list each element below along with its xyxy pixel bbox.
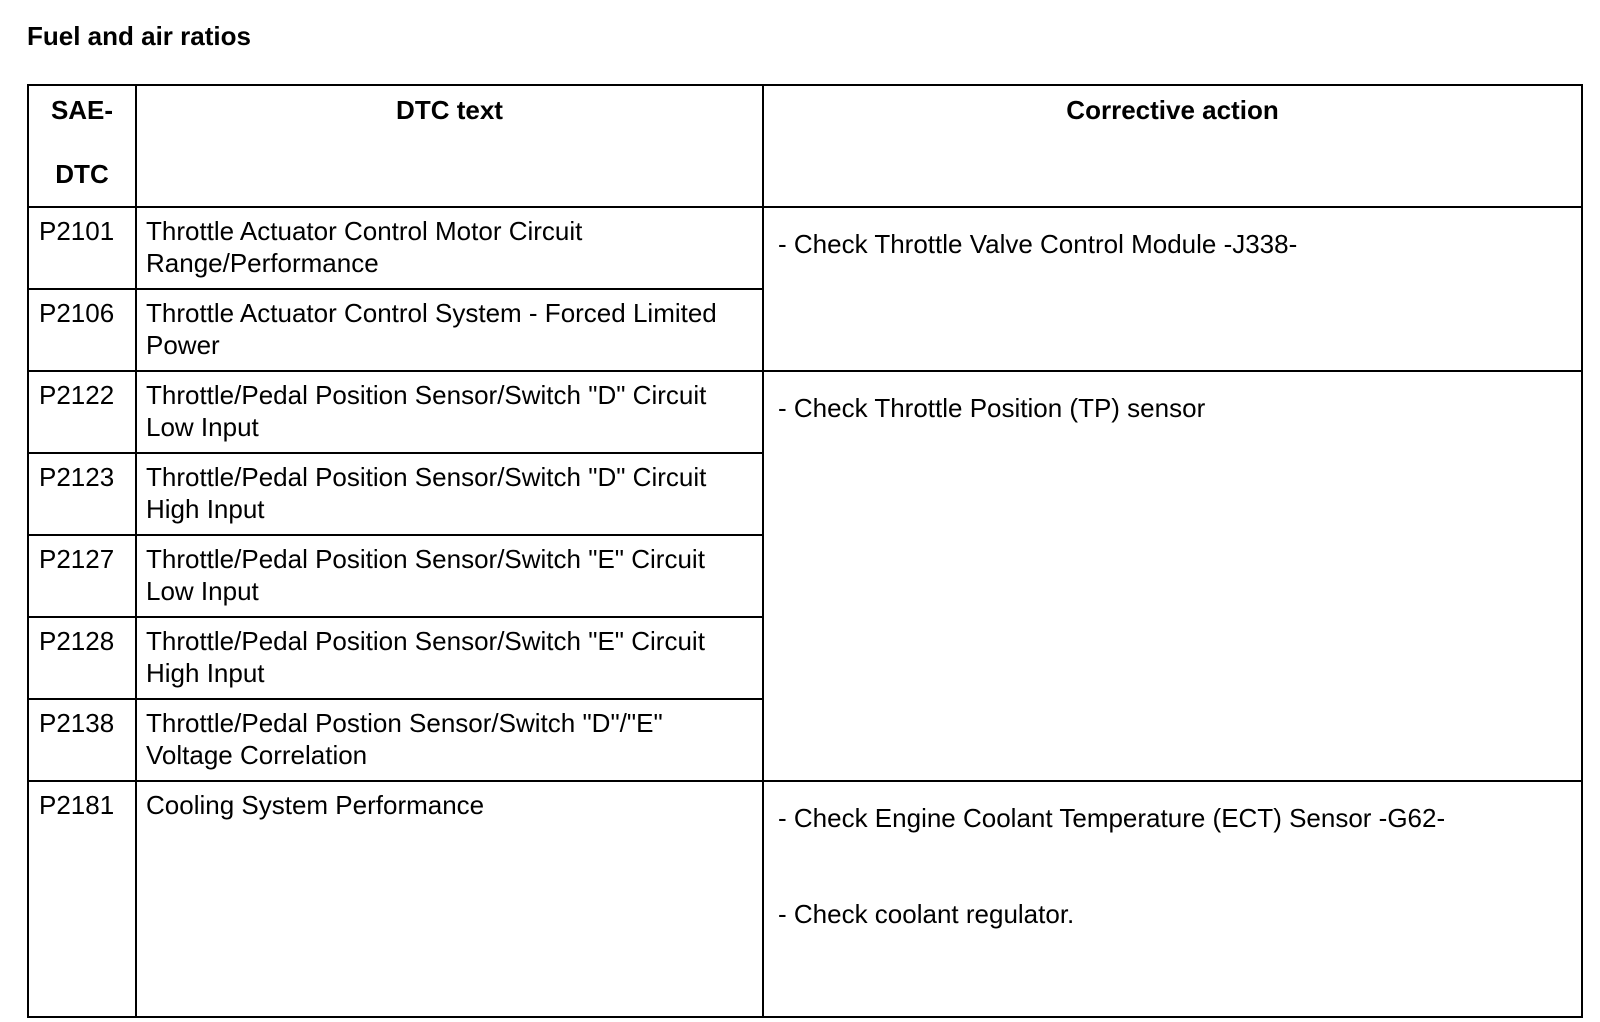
dtc-text: Throttle/Pedal Position Sensor/Switch "E" Circuit Low Input bbox=[146, 544, 705, 606]
dtc-text: Throttle/Pedal Position Sensor/Switch "D" Circuit High Input bbox=[146, 462, 707, 524]
dtc-text-cell bbox=[136, 699, 763, 781]
dtc-code: P2101 bbox=[39, 216, 115, 246]
dtc-code-cell bbox=[28, 289, 136, 371]
dtc-code: P2123 bbox=[39, 462, 115, 492]
dtc-text-cell bbox=[136, 289, 763, 371]
dtc-text: Throttle/Pedal Position Sensor/Switch "D" Circuit Low Input bbox=[146, 380, 707, 442]
dtc-code: P2128 bbox=[39, 626, 115, 656]
dtc-code-cell bbox=[28, 453, 136, 535]
corrective-action-cell bbox=[763, 371, 1582, 781]
corrective-action-text: - Check Engine Coolant Temperature (ECT) Sensor -G62- bbox=[778, 803, 1446, 833]
dtc-text-cell bbox=[136, 535, 763, 617]
dtc-text-cell bbox=[136, 371, 763, 453]
dtc-code: P2106 bbox=[39, 298, 115, 328]
dtc-text: Throttle/Pedal Position Sensor/Switch "E" Circuit High Input bbox=[146, 626, 705, 688]
dtc-code: P2138 bbox=[39, 708, 115, 738]
dtc-text-cell bbox=[136, 453, 763, 535]
table-row bbox=[28, 207, 1582, 289]
table-row bbox=[28, 371, 1582, 453]
dtc-text: Throttle Actuator Control Motor Circuit Range/Performance bbox=[146, 216, 583, 278]
dtc-code: P2181 bbox=[39, 790, 115, 820]
dtc-code-cell bbox=[28, 371, 136, 453]
corrective-action-cell bbox=[763, 207, 1582, 371]
page-title: Fuel and air ratios bbox=[27, 21, 251, 51]
dtc-code-cell bbox=[28, 535, 136, 617]
dtc-table bbox=[27, 84, 1583, 1018]
header-dtc-text-label: DTC text bbox=[396, 95, 503, 125]
dtc-code-cell bbox=[28, 617, 136, 699]
header-corrective-action-label: Corrective action bbox=[1066, 95, 1279, 125]
table-row bbox=[28, 781, 1582, 1017]
dtc-code-cell bbox=[28, 207, 136, 289]
corrective-action-text: - Check coolant regulator. bbox=[778, 899, 1075, 929]
dtc-text: Throttle Actuator Control System - Forced Limited Power bbox=[146, 298, 717, 360]
dtc-text-cell bbox=[136, 207, 763, 289]
dtc-text: Throttle/Pedal Postion Sensor/Switch "D"/"E" Voltage Correlation bbox=[146, 708, 663, 770]
dtc-code: P2127 bbox=[39, 544, 115, 574]
dtc-text-cell bbox=[136, 781, 763, 1017]
header-sae-dtc-line2: DTC bbox=[55, 159, 109, 189]
header-sae-dtc bbox=[28, 85, 136, 207]
dtc-code: P2122 bbox=[39, 380, 115, 410]
header-sae-dtc-line1: SAE- bbox=[50, 95, 114, 125]
dtc-text-cell bbox=[136, 617, 763, 699]
header-corrective-action bbox=[763, 85, 1582, 207]
table-header-row bbox=[28, 85, 1582, 207]
dtc-code-cell bbox=[28, 781, 136, 1017]
corrective-action-cell bbox=[763, 781, 1582, 1017]
corrective-action-text: - Check Throttle Valve Control Module -J338- bbox=[778, 229, 1298, 259]
dtc-code-cell bbox=[28, 699, 136, 781]
dtc-text: Cooling System Performance bbox=[146, 790, 485, 820]
header-dtc-text bbox=[136, 85, 763, 207]
corrective-action-text: - Check Throttle Position (TP) sensor bbox=[778, 393, 1206, 423]
